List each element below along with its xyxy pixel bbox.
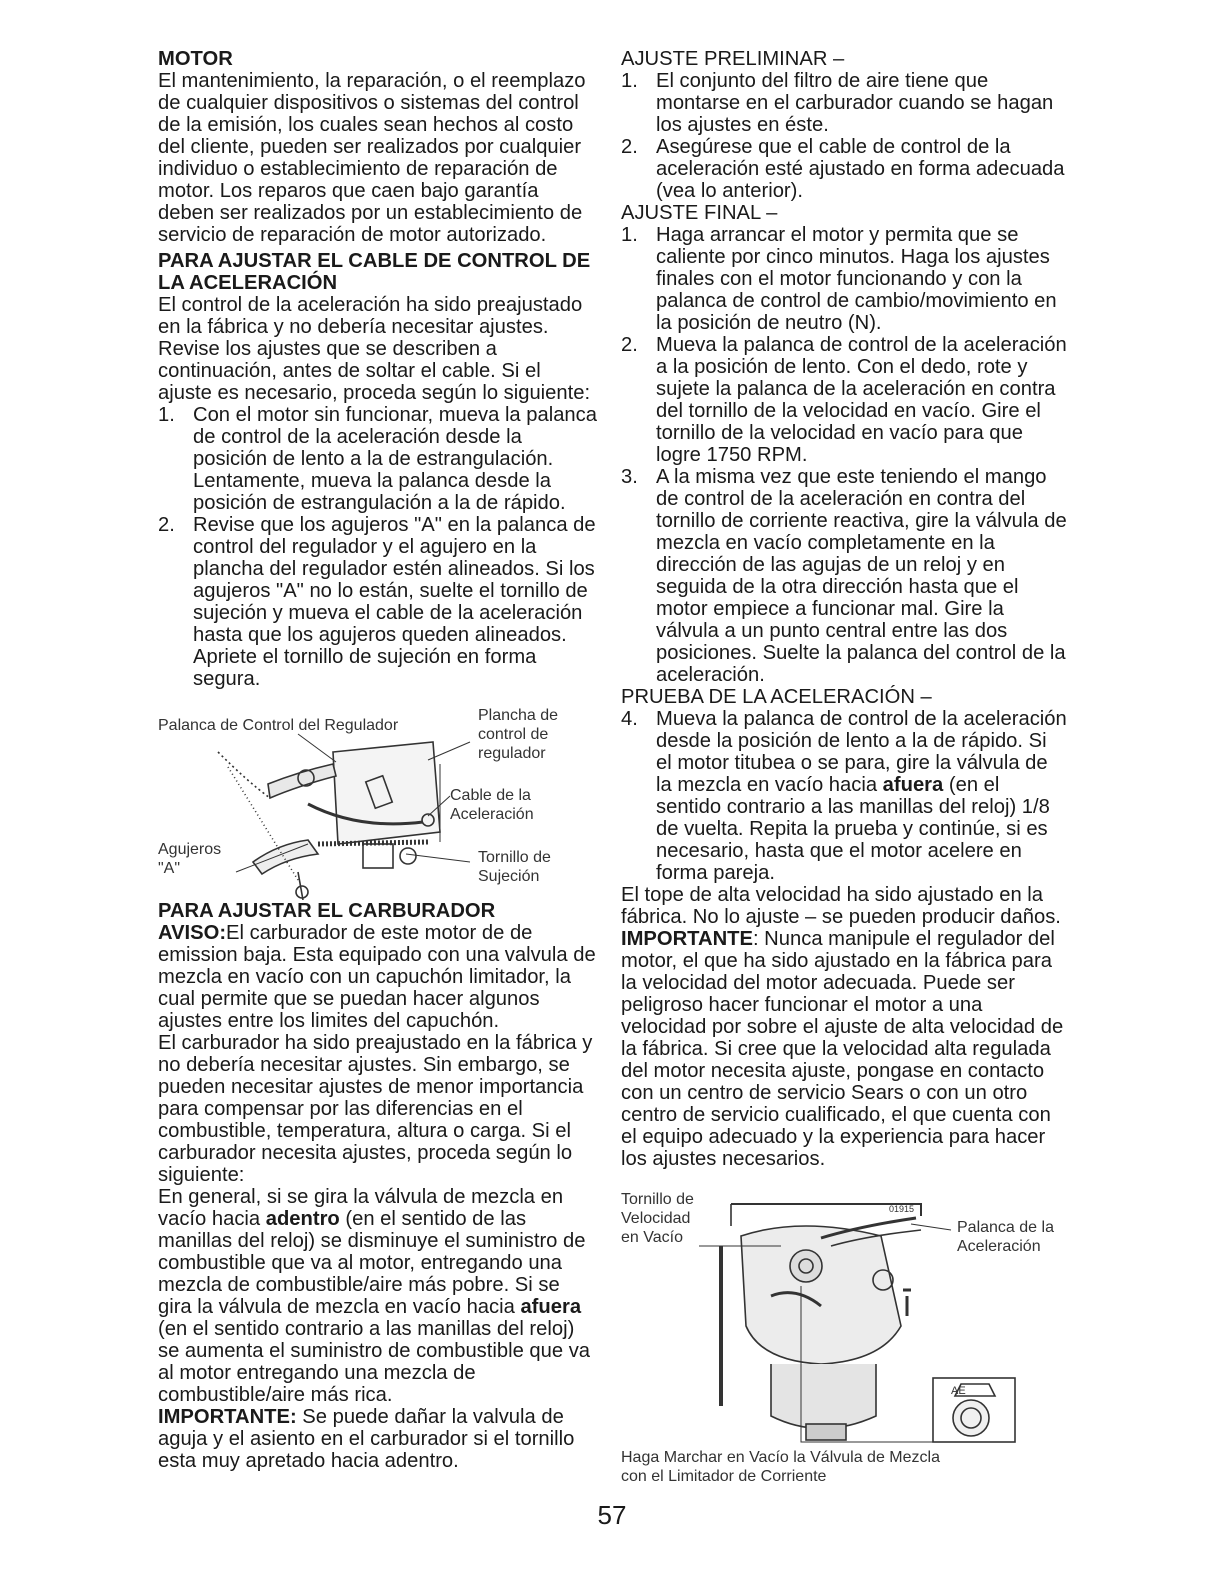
label-governor-lever: Palanca de Control del Regulador	[158, 717, 399, 734]
prelim-step	[621, 70, 1067, 136]
cable-heading: PARA AJUSTAR EL CABLE DE CONTROL DE LA ACELERACIÓN	[158, 250, 591, 294]
step-number: 2.	[158, 514, 175, 536]
important-text: : Nunca manipule el regulador del motor, el que ha sido ajustado en la fábrica para la velocidad del motor adecuada. Puede ser peligroso hacer funcionar el motor a una velocidad por sobre el ajuste de alta velocidad de la fábrica. Si cree que la velocidad alta regulada del motor necesita ajuste, pongase en contacto con un centro de servicio Sears o con un otro centro de servicio cualificado, el que cuenta con el equipo adecuado y la experiencia para hacer los ajustes necesarios.	[621, 928, 1064, 1170]
step-text: Mueva la palanca de control de la aceleración a la posición de lento. Con el dedo, rote y sujete la palanca de la aceleración en contra del tornillo de la velocidad en vacío. Gire el tornillo de la velocidad en vacío para que logre 1750 RPM.	[656, 334, 1067, 466]
prelim-heading: AJUSTE PRELIMINAR –	[621, 48, 845, 70]
bold-afuera: afuera	[882, 774, 944, 796]
aviso-label: AVISO:	[158, 922, 227, 944]
label-idle-speed-screw: Tornillo de Velocidad en Vacío	[621, 1191, 694, 1246]
step-text: El conjunto del filtro de aire tiene que montarse en el carburador cuando se hagan los ajustes en éste.	[656, 70, 1054, 136]
text-run: Mueva la palanca de control de la aceleración desde la posición de lento a la de rápido. Si el motor titubea o se para, gire la válvula de la mezcla en vacío hacia	[656, 708, 1067, 796]
step-text: Asegúrese que el cable de control de la aceleración esté ajustado en forma adecuada (vea lo anterior).	[656, 136, 1065, 202]
figure-caption: Haga Marchar en Vacío la Válvula de Mezcla con el Limitador de Corriente	[621, 1449, 940, 1485]
text-run: (en el sentido de las manillas del reloj) se disminuye el suministro de combustible que va al motor, entregando una mezcla de combustible/aire más pobre. Si se gira la válvula de mezcla en vacío hacia	[158, 1208, 586, 1318]
bold-afuera: afuera	[520, 1296, 582, 1318]
aviso-paragraph	[158, 922, 598, 1032]
prelim-steps	[621, 70, 1067, 202]
final-step	[621, 466, 1067, 686]
final-step	[621, 334, 1067, 466]
test-step	[621, 708, 1067, 884]
important-label: IMPORTANTE:	[158, 1406, 297, 1428]
test-steps	[621, 708, 1067, 884]
motor-heading: MOTOR	[158, 48, 233, 70]
inset-code: AE	[951, 1385, 966, 1397]
figure-code: 01915	[889, 1204, 915, 1214]
bold-adentro: adentro	[265, 1208, 340, 1230]
important-text: Se puede dañar la valvula de aguja y el asiento en el carburador si el tornillo esta muy apretado hacia adentro.	[158, 1406, 575, 1472]
step-number: 2.	[621, 136, 638, 158]
final-steps	[621, 224, 1067, 686]
step-text: Con el motor sin funcionar, mueva la palanca de control de la aceleración desde la posición de lento a la de estrangulación. Lentamente, mueva la palanca desde la posición de estrangulación a la de rápido.	[193, 404, 597, 514]
prelim-step	[621, 136, 1067, 202]
test-heading: PRUEBA DE LA ACELERACIÓN –	[621, 686, 932, 708]
step-number: 1.	[158, 404, 175, 426]
cable-step	[158, 514, 598, 690]
left-column	[158, 48, 598, 1472]
step-text: A la misma vez que este teniendo el mango de control de la aceleración en contra del tornillo de corriente reactiva, gire la válvula de mezcla en vacío completamente en la dirección de las agujas de un reloj y en seguida de la otra dirección hasta que el motor empiece a funcionar mal. Gire la válvula a un punto central entre las dos posiciones. Suelte la palanca del control de la aceleración.	[656, 466, 1067, 686]
step-text: Revise que los agujeros "A" en la palanca de control del regulador y el agujero en la plancha del regulador estén alineados. Si los agujeros "A" no lo están, suelte el tornillo de sujeción y mueva el cable de la aceleración hasta que los agujeros queden alineados. Apriete el tornillo de sujeción en forma segura.	[193, 514, 596, 690]
page-number: 57	[597, 1500, 627, 1530]
aviso-text: El carburador de este motor de de emission baja. Esta equipado con una valvula de mezcla en vacío con un capuchón limitador, la cual permite que se puedan hacer algunos ajustes entre los limites del capuchón.	[158, 922, 596, 1032]
label-clamp-screw: Tornillo de Sujeción	[478, 849, 551, 885]
label-throttle-lever: Palanca de la Aceleración	[957, 1219, 1054, 1255]
carburetor-heading: PARA AJUSTAR EL CARBURADOR	[158, 900, 496, 922]
text-run: (en el sentido contrario a las manillas del reloj) 1/8 de vuelta. Repita la prueba y continúe, si es necesario, hasta que el motor acelere en forma pareja.	[656, 774, 1050, 884]
cable-paragraph: El control de la aceleración ha sido preajustado en la fábrica y no debería necesitar ajustes. Revise los ajustes que se describen a continuación, antes de soltar el cable. Si el ajuste es necesario, proceda según lo siguiente:	[158, 294, 591, 404]
important-label: IMPORTANTE	[621, 928, 753, 950]
final-heading: AJUSTE FINAL –	[621, 202, 778, 224]
final-step	[621, 224, 1067, 334]
text-run: (en el sentido contrario a las manillas del reloj) se aumenta el suministro de combustible que va al motor entregando una mezcla de combustible/aire más rica.	[158, 1318, 591, 1406]
important-paragraph-right	[621, 928, 1067, 1170]
important-paragraph-left	[158, 1406, 598, 1472]
carburetor-paragraph-1: El carburador ha sido preajustado en la fábrica y no debería necesitar ajustes. Sin embargo, se pueden necesitar ajustes de menor importancia para compensar por las diferencias en el combustible, temperatura, altura o carga. Si el carburador necesita ajustes, proceda según lo siguiente:	[158, 1032, 593, 1186]
text-run: En general, si se gira la válvula de mezcla en vacío hacia	[158, 1186, 564, 1230]
label-holes-a: Agujeros "A"	[158, 841, 222, 877]
motor-paragraph: El mantenimiento, la reparación, o el reemplazo de cualquier dispositivos o sistemas del control de la emisión, los cuales sean hechos al costo del cliente, pueden ser realizados por cualquier individuo o establecimiento de reparación de motor. Los reparos que caen bajo garantía deben ser realizados por un establecimiento de servicio de reparación de motor autorizado.	[158, 70, 586, 246]
step-number: 3.	[621, 466, 638, 488]
right-column	[621, 48, 1067, 1485]
step-text: Haga arrancar el motor y permita que se caliente por cinco minutos. Haga los ajustes finales con el motor funcionando y con la palanca de control de cambio/movimiento en la posición de neutro (N).	[656, 224, 1057, 334]
step-number: 2.	[621, 334, 638, 356]
cable-steps	[158, 404, 598, 690]
carburetor-figure	[621, 1186, 1067, 1485]
label-throttle-cable: Cable de la Aceleración	[450, 787, 534, 823]
governor-figure	[158, 707, 598, 900]
label-governor-plate: Plancha de control de regulador	[478, 707, 559, 762]
step-number: 4.	[621, 708, 638, 730]
cable-step	[158, 404, 598, 514]
step-number: 1.	[621, 224, 638, 246]
carburetor-paragraph-2	[158, 1186, 598, 1406]
step-number: 1.	[621, 70, 638, 92]
high-speed-stop-paragraph: El tope de alta velocidad ha sido ajustado en la fábrica. No lo ajuste – se pueden producir daños.	[621, 884, 1061, 928]
